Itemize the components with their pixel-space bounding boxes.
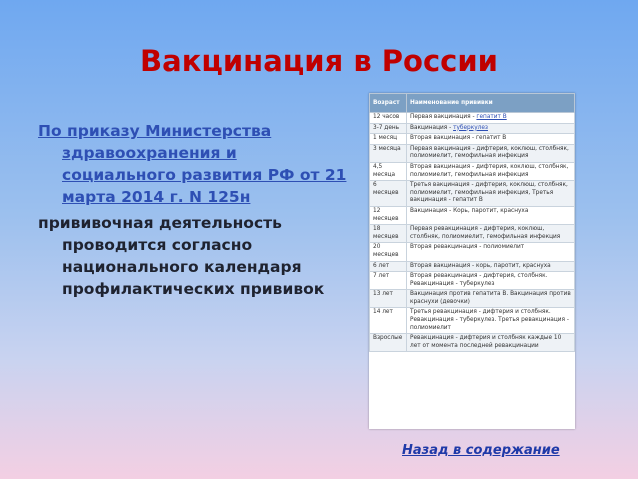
table-row: [370, 113, 575, 124]
vaccine-cell: [407, 113, 575, 124]
age-cell: Взрослые: [370, 334, 407, 352]
vaccine-text: Вторая вакцинация - дифтерия, коклюш, столбняк, полиомиелит, гемофильная инфекция: [410, 163, 569, 178]
header-age: Возраст: [370, 94, 407, 113]
vaccine-cell: [407, 261, 575, 272]
vaccine-cell: [407, 162, 575, 180]
description-text: прививочная деятельность проводится согласно национального календаря профилактических прививок: [38, 214, 325, 298]
left-text-block: [38, 120, 348, 300]
table-row: [370, 206, 575, 224]
vaccine-text: Первая вакцинация - дифтерия, коклюш, столбняк, полиомиелит, гемофильная инфекция: [410, 145, 569, 160]
table-row: [370, 123, 575, 134]
vaccine-link[interactable]: туберкулез: [453, 124, 488, 131]
vaccine-text: Вторая вакцинация - корь, паротит, краснуха: [410, 262, 551, 269]
age-cell: 13 лет: [370, 290, 407, 308]
header-vaccine: Наименование прививки: [407, 94, 575, 113]
vaccine-text: Вакцинация против гепатита В. Вакцинация против краснухи (девочки): [410, 291, 571, 305]
vaccine-cell: [407, 123, 575, 134]
vaccine-cell: [407, 181, 575, 207]
table-row: [370, 134, 575, 145]
vaccine-text: Вторая ревакцинация - полиомиелит: [410, 244, 525, 251]
back-to-contents-link[interactable]: Назад в содержание: [402, 443, 560, 458]
age-cell: 20 месяцев: [370, 243, 407, 261]
table-row: [370, 181, 575, 207]
age-cell: 3 месяца: [370, 144, 407, 162]
table-row: [370, 243, 575, 261]
vaccine-text: Первая ревакцинация - дифтерия, коклюш, столбняк, полиомиелит, гемофильная инфекция: [410, 226, 561, 240]
vaccine-text: Ревакцинация - дифтерия и столбняк каждые 10 лет от момента последней ревакцинации: [410, 335, 562, 349]
age-cell: 1 месяц: [370, 134, 407, 145]
table-row: [370, 162, 575, 180]
vaccine-cell: [407, 334, 575, 352]
vaccination-calendar-table: [369, 93, 575, 429]
age-cell: 6 лет: [370, 261, 407, 272]
age-cell: 12 месяцев: [370, 206, 407, 224]
vaccine-link[interactable]: гепатит В: [476, 114, 507, 120]
vaccine-cell: [407, 134, 575, 145]
table-row: [370, 272, 575, 290]
age-cell: 4,5 месяца: [370, 162, 407, 180]
table-row: [370, 261, 575, 272]
age-cell: 6 месяцев: [370, 181, 407, 207]
table-row: [370, 144, 575, 162]
age-cell: 12 часов: [370, 113, 407, 124]
vaccine-text: Вторая ревакцинация - дифтерия, столбняк. Ревакцинация - туберкулез: [410, 273, 548, 287]
age-cell: 7 лет: [370, 272, 407, 290]
age-cell: 18 месяцев: [370, 225, 407, 243]
vaccine-text: Третья вакцинация - дифтерия, коклюш, столбняк, полиомиелит, гемофильная инфекция, Третья вакцинация - гепатит В: [410, 182, 568, 204]
age-cell: 14 лет: [370, 308, 407, 334]
vaccine-cell: [407, 308, 575, 334]
table-row: [370, 308, 575, 334]
vaccine-cell: [407, 225, 575, 243]
vaccine-cell: [407, 206, 575, 224]
table-row: [370, 290, 575, 308]
vaccine-cell: [407, 243, 575, 261]
vaccine-text: Третья ревакцинация - дифтерия и столбняк. Ревакцинация - туберкулез. Третья ревакцинация - полиомиелит: [410, 309, 569, 331]
slide-title: Вакцинация в России: [140, 44, 498, 78]
vaccine-cell: [407, 290, 575, 308]
order-link[interactable]: По приказу Министерства здравоохранения и социального развития РФ от 21 марта 2014 г. N 125н: [38, 122, 347, 206]
vaccine-text: Вакцинация - Корь, паротит, краснуха: [410, 207, 529, 214]
vaccine-cell: [407, 272, 575, 290]
vaccine-text: Первая вакцинация -: [410, 114, 477, 120]
table-row: [370, 334, 575, 352]
vaccine-cell: [407, 144, 575, 162]
table-row: [370, 225, 575, 243]
vaccine-text: Вакцинация -: [410, 124, 454, 131]
vaccine-text: Вторая вакцинация - гепатит В: [410, 135, 507, 142]
age-cell: 3-7 день: [370, 123, 407, 134]
